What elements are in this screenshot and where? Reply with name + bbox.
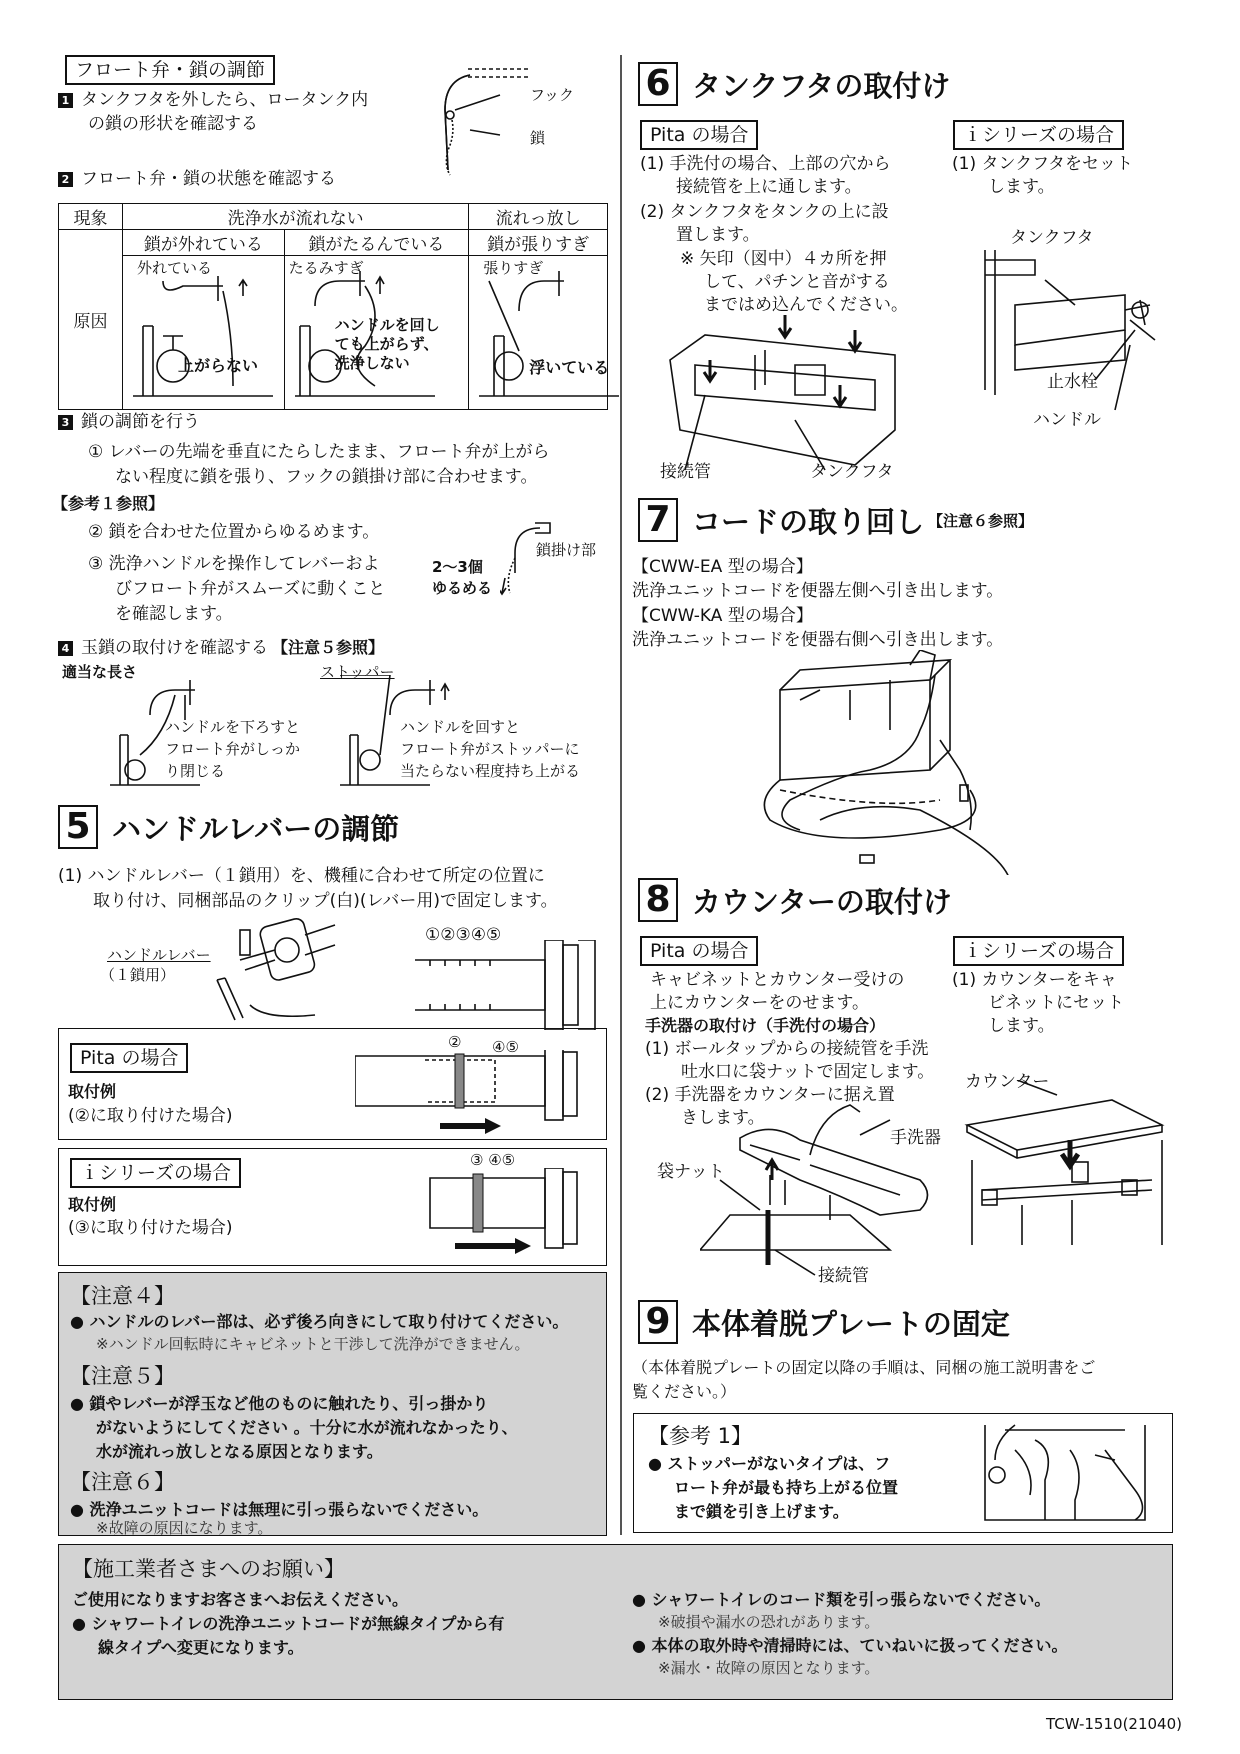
f2-text3: 洗浄しない [334,354,410,372]
sec8-i1a: (1) カウンターをキャ [952,970,1117,990]
fig4a-text1: ハンドルを下ろすと [165,718,301,736]
section-6-number: 6 [638,62,678,106]
table-fig-2 [284,256,469,410]
sec6-i1a: (1) タンクフタをセット [952,154,1133,174]
section-5-number: 5 [58,805,98,849]
f2-text1: ハンドルを回し [334,316,440,334]
caution-5-line1: ● 鎖やレバーが浮玉など他のものに触れたり、引っ掛かり [70,1394,489,1413]
sec8-pita-label: Pita の場合 [640,936,758,966]
pita-pos-b: ④⑤ [492,1038,519,1056]
document-code: TCW-1510(21040) [1046,1715,1182,1733]
i-example-title: 取付例 [68,1195,117,1214]
loosen-2: ゆるめる [432,579,493,597]
section-7-number: 7 [638,498,678,542]
i-series-label: ｉシリーズの場合 [70,1158,241,1188]
phenomenon-table [58,203,608,410]
pita-example-note: (②に取り付けた場合) [68,1106,233,1126]
table-cell-2: 鎖がたるんでいる [284,230,469,256]
proper-length-label: 適当な長さ [62,663,138,681]
fig-handle-label: ハンドル [1033,410,1101,430]
section-6-header [638,62,950,106]
i-example-note: (③に取り付けた場合) [68,1218,233,1238]
step3-1a: ① レバーの先端を垂直にたらしたまま、フロート弁が上がら [88,442,550,462]
table-cell-1: 鎖が外れている [123,230,285,256]
fig-i-lid-label: タンクフタ [1010,228,1094,248]
sec6-note1: ※ 矢印（図中）４カ所を押 [680,249,887,269]
sec8-p2: 上にカウンターをのせます。 [650,993,869,1013]
sec8-s2a: (2) 手洗器をカウンターに据え置 [645,1085,895,1105]
sec8-i-label: ｉシリーズの場合 [953,936,1124,966]
fig-sec8-pipe-label: 接続管 [818,1266,869,1286]
step3-2: ② 鎖を合わせた位置からゆるめます。 [88,522,380,542]
sec5-p2: 取り付け、同梱部品のクリップ(白)(レバー用)で固定します。 [93,891,558,911]
fig-counter-label: カウンター [965,1072,1050,1092]
reference-1-line2: ロート弁が最も持ち上がる位置 [674,1478,899,1497]
sec6-p2a: (2) タンクフタをタンクの上に設 [640,202,889,222]
reference-1-figure [975,1420,1165,1528]
section-5-header [58,805,399,849]
sec6-i-label: ｉシリーズの場合 [953,120,1124,150]
section-8-header [638,878,952,922]
section-6-title: タンクフタの取付け [692,68,951,103]
section-9-title: 本体着脱プレートの固定 [692,1306,1010,1341]
sec7-ea-text: 洗浄ユニットコードを便器左側へ引き出します。 [632,581,1004,601]
fig-basin-label: 手洗器 [890,1128,941,1148]
positions-label: ①②③④⑤ [425,925,502,945]
loosen-1: 2〜3個 [432,558,483,576]
fig-hook-label: フック [530,86,574,104]
table-cause: 原因 [59,230,123,410]
sec7-ka-text: 洗浄ユニットコードを便器右側へ引き出します。 [632,630,1004,650]
fig-nut-label: 袋ナット [657,1162,725,1182]
sec8-sub: 手洗器の取付け（手洗付の場合） [645,1016,886,1035]
sec8-i1c: します。 [988,1016,1055,1036]
table-header-phenomenon: 現象 [59,204,123,230]
section-9-header [638,1300,1010,1344]
float-adjust-title: フロート弁・鎖の調節 [65,55,275,85]
sec7-ea-head: 【CWW-EA 型の場合】 [632,557,813,577]
caution-5-line2: がないようにしてください 。十分に水が流れなかったり、 [96,1418,518,1437]
reference-1-line3: まで鎖を引き上げます。 [674,1502,849,1521]
fig-chain-hook-label: 鎖掛け部 [536,541,597,559]
f2-label: たるみすぎ [288,259,364,277]
stopper-label: ストッパー [320,663,395,681]
request-l1: ご使用になりますお客さまへお伝えください。 [72,1590,409,1609]
sec8-p1: キャビネットとカウンター受けの [650,970,905,990]
table-fig-3 [469,256,608,410]
request-l3: 線タイプへ変更になります。 [98,1638,304,1657]
cord-routing-figure [760,650,1030,875]
step2-text: 2 フロート弁・鎖の状態を確認する [58,167,336,191]
request-l2: ● シャワートイレの洗浄ユニットコードが無線タイプから有 [72,1614,505,1633]
tank-lid-i-figure [975,250,1175,425]
request-r2: ※破損や漏水の恐れがあります。 [658,1613,880,1631]
step3-text: 3 鎖の調節を行う [58,410,200,434]
section-7-header [638,498,1033,542]
i-series-lever-figure [425,1168,605,1263]
handle-lever-figure [205,910,345,1025]
table-cell-3: 鎖が張りすぎ [469,230,608,256]
i-pos-label: ③ ④⑤ [470,1151,516,1169]
fig-valve-label: 止水栓 [1047,372,1098,392]
step4-ref: 【注意５参照】 [272,638,385,657]
ref1-label: 【参考１参照】 [52,494,165,513]
request-r3: ● 本体の取外時や清掃時には、ていねいに扱ってください。 [632,1636,1068,1655]
step3-1b: ない程度に鎖を張り、フックの鎖掛け部に合わせます。 [115,467,538,487]
pita-pos-a: ② [448,1033,462,1051]
table-header-no-flow: 洗浄水が流れない [123,204,469,230]
sec6-p2b: 置します。 [676,225,760,245]
fig-lid-label: タンクフタ [810,462,894,482]
caution-6-line2: ※故障の原因になります。 [96,1519,273,1537]
fig4a-text3: り閉じる [165,762,226,780]
sec9-note1: （本体着脱プレートの固定以降の手順は、同梱の施工説明書をご [632,1358,1096,1377]
step3-3b: びフロート弁がスムーズに動くこと [115,579,386,599]
request-r1: ● シャワートイレのコード類を引っ張らないでください。 [632,1590,1051,1609]
f1-label: 外れている [137,259,213,277]
fig-lever-label-1: ハンドルレバー [107,946,211,964]
sec8-s1b: 吐水口に袋ナットで固定します。 [681,1062,935,1082]
fig-lever-label-2: （１鎖用） [100,966,176,984]
section-7-ref: 【注意６参照】 [928,511,1034,530]
sec8-s1a: (1) ボールタップからの接続管を手洗 [645,1039,929,1059]
f3-label: 張りすぎ [483,259,544,277]
step1-text-cont: の鎖の形状を確認する [88,114,258,134]
reference-1-line1: ● ストッパーがないタイプは、フ [648,1454,891,1473]
lever-positions-figure [415,940,615,1030]
pita-example-title: 取付例 [68,1082,117,1101]
step3-3a: ③ 洗浄ハンドルを操作してレバーおよ [88,554,380,574]
chain-hook-figure [440,55,610,185]
sec8-s2b: きします。 [681,1108,765,1128]
fig4b-text2: フロート弁がストッパーに [400,740,580,758]
step3-3c: を確認します。 [115,604,233,624]
caution-5-title: 【注意５】 [70,1364,175,1388]
caution-6-line1: ● 洗浄ユニットコードは無理に引っ張らないでください。 [70,1500,489,1519]
table-fig-1 [123,256,285,410]
section-9-number: 9 [638,1300,678,1344]
step1-text: 1 タンクフタを外したら、ロータンク内 [58,88,368,112]
sec6-p1a: (1) 手洗付の場合、上部の穴から [640,154,891,174]
sec6-note3: まではめ込んでください。 [704,295,908,315]
fig4b-text3: 当たらない程度持ち上がる [400,762,581,780]
table-header-continuous: 流れっ放し [469,204,608,230]
sec5-p1: (1) ハンドルレバー（１鎖用）を、機種に合わせて所定の位置に [58,866,545,886]
f1-text: 上がらない [178,356,259,375]
caution-6-title: 【注意６】 [70,1470,175,1494]
sec9-note2: 覧ください。） [632,1382,737,1401]
counter-i-figure [962,1080,1172,1250]
f2-text2: ても上がらず、 [334,335,439,353]
pita-lever-figure [355,1050,605,1135]
sec6-p1b: 接続管を上に通します。 [676,177,862,197]
section-5-title: ハンドルレバーの調節 [112,811,400,846]
caution-4-line1: ● ハンドルのレバー部は、必ず後ろ向きにして取り付けてください。 [70,1312,569,1331]
fig-chain-label: 鎖 [530,129,546,147]
section-7-title: コードの取り回し [692,504,925,539]
sec6-note2: して、パチンと音がする [704,272,890,292]
caution-5-line3: 水が流れっ放しとなる原因となります。 [96,1442,383,1461]
caution-4-title: 【注意４】 [70,1284,175,1308]
sec8-i1b: ビネットにセット [988,993,1124,1013]
pita-label: Pita の場合 [70,1043,188,1073]
sec6-i1b: します。 [988,177,1055,197]
fig4b-text1: ハンドルを回すと [400,718,521,736]
fig-pipe-label: 接続管 [660,462,711,482]
fig4a-text2: フロート弁がしっか [165,740,301,758]
section-8-title: カウンターの取付け [692,884,952,919]
request-title: 【施工業者さまへのお願い】 [72,1557,345,1581]
request-r4: ※漏水・故障の原因となります。 [658,1659,880,1677]
sec7-ka-head: 【CWW-KA 型の場合】 [632,606,813,626]
section-8-number: 8 [638,878,678,922]
sec6-pita-label: Pita の場合 [640,120,758,150]
reference-1-title: 【参考 1】 [648,1424,753,1448]
caution-4-line2: ※ハンドル回転時にキャビネットと干渉して洗浄ができません。 [96,1335,530,1353]
step4-text: 4 玉鎖の取付けを確認する 【注意５参照】 [58,636,384,660]
f3-text: 浮いている [529,358,610,377]
